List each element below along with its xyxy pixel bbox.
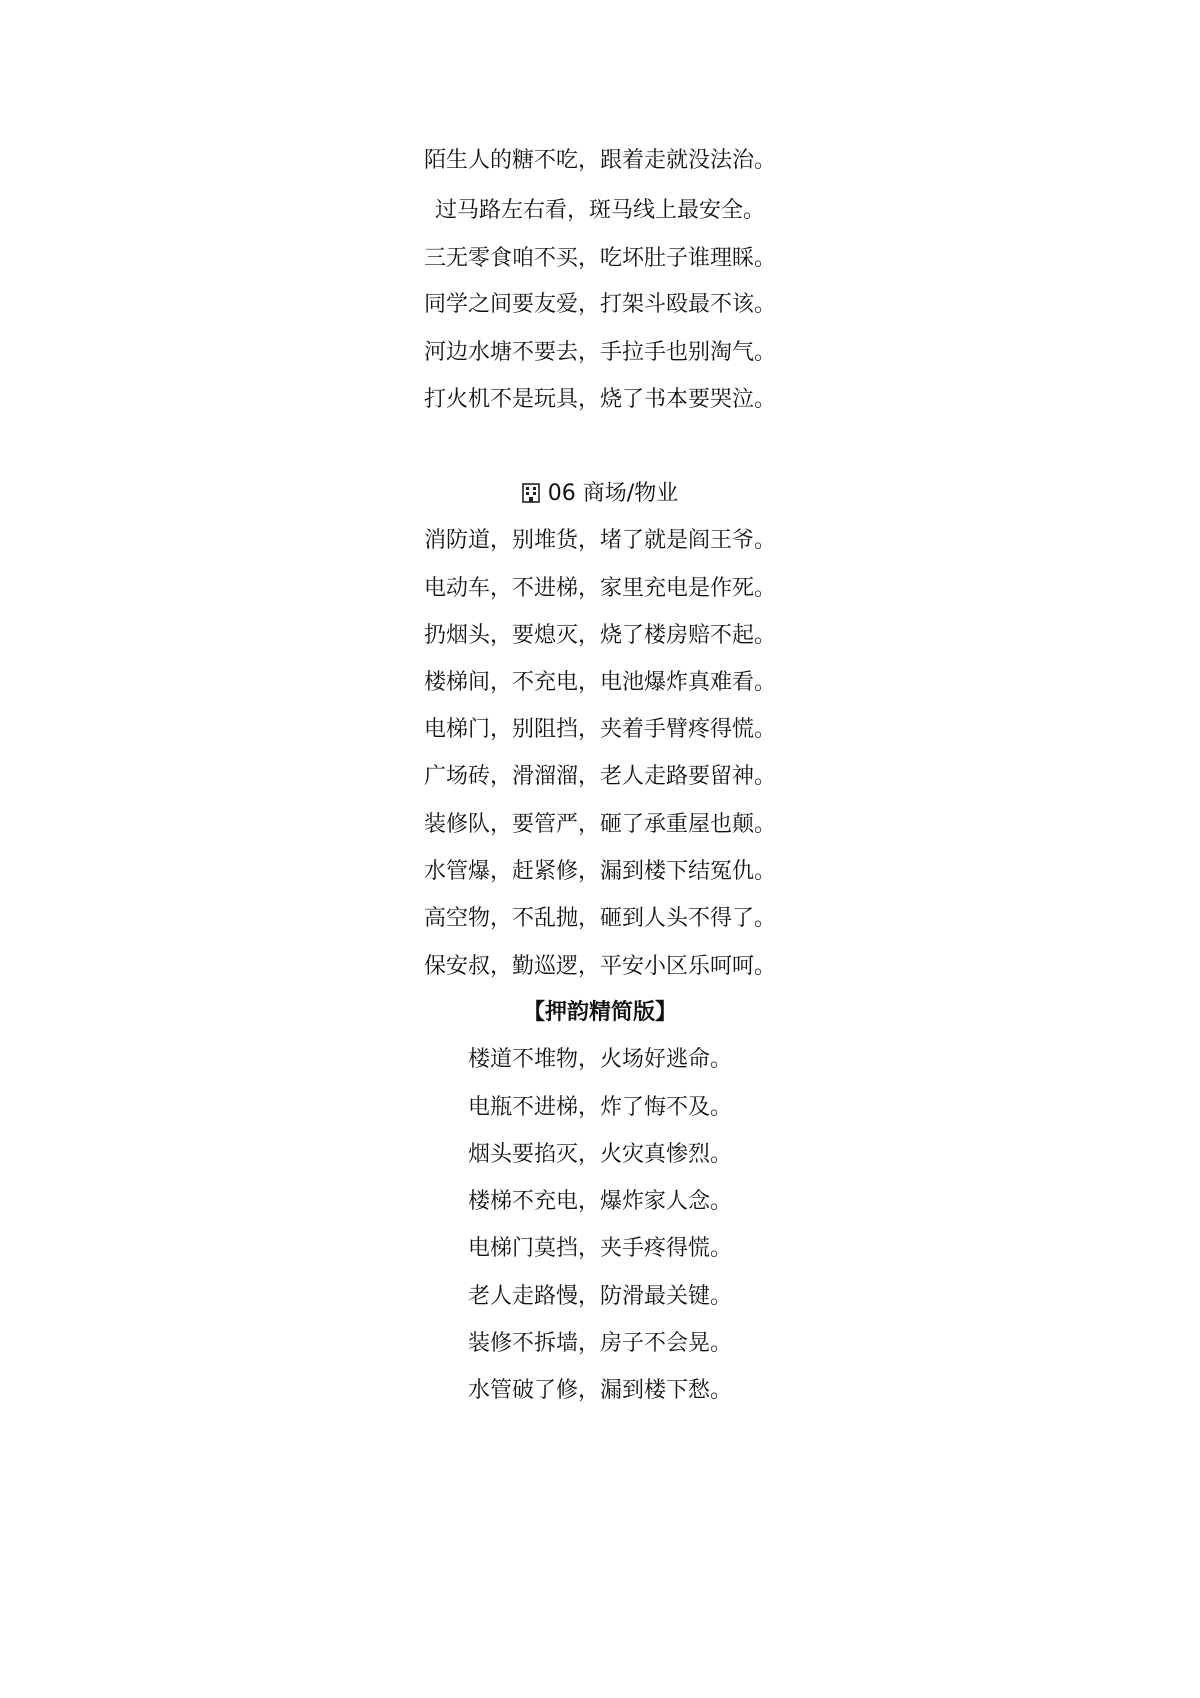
rhyme-line: 老人走路慢，防滑最关键。 — [467, 1284, 732, 1309]
verse-line: 高空物，不乱抛，砸到人头不得了。 — [423, 906, 776, 931]
verse-line: 水管爆，赶紧修，漏到楼下结冤仇。 — [423, 859, 776, 884]
verse-line: 电梯门，别阻挡，夹着手臂疼得慌。 — [423, 717, 776, 742]
building-icon — [522, 482, 540, 512]
verse-line: 打火机不是玩具，烧了书本要哭泣。 — [423, 387, 776, 412]
verse-line: 三无零食咱不买，吃坏肚子谁理睬。 — [423, 246, 776, 271]
rhyme-section-title: 【押韵精简版】 — [522, 1000, 677, 1025]
rhyme-line: 楼梯不充电，爆炸家人念。 — [467, 1189, 732, 1214]
verse-line: 楼梯间，不充电，电池爆炸真难看。 — [423, 670, 776, 695]
verse-line: 消防道，别堆货，堵了就是阎王爷。 — [423, 528, 776, 553]
rhyme-line: 水管破了修，漏到楼下愁。 — [467, 1378, 732, 1403]
rhyme-line: 装修不拆墙，房子不会晃。 — [467, 1331, 732, 1356]
verse-line: 扔烟头，要熄灭，烧了楼房赔不起。 — [423, 623, 776, 648]
section-title: 06 商场/物业 — [547, 481, 679, 506]
section-heading — [0, 479, 1200, 512]
verse-line: 电动车，不进梯，家里充电是作死。 — [423, 576, 776, 601]
rhyme-line: 电瓶不进梯，炸了悔不及。 — [467, 1095, 732, 1120]
verse-line: 广场砖，滑溜溜，老人走路要留神。 — [423, 764, 776, 789]
rhyme-line: 烟头要掐灭，火灾真惨烈。 — [467, 1142, 732, 1167]
verse-line: 保安叔，勤巡逻，平安小区乐呵呵。 — [423, 954, 776, 979]
verse-line: 装修队，要管严，砸了承重屋也颠。 — [423, 812, 776, 837]
verse-line: 河边水塘不要去，手拉手也别淘气。 — [423, 340, 776, 365]
verse-line: 过马路左右看，斑马线上最安全。 — [434, 198, 765, 223]
verse-line: 陌生人的糖不吃，跟着走就没法治。 — [423, 148, 776, 173]
rhyme-line: 楼道不堆物，火场好逃命。 — [467, 1047, 732, 1072]
verse-line: 同学之间要友爱，打架斗殴最不该。 — [423, 292, 776, 317]
rhyme-line: 电梯门莫挡，夹手疼得慌。 — [467, 1236, 732, 1261]
